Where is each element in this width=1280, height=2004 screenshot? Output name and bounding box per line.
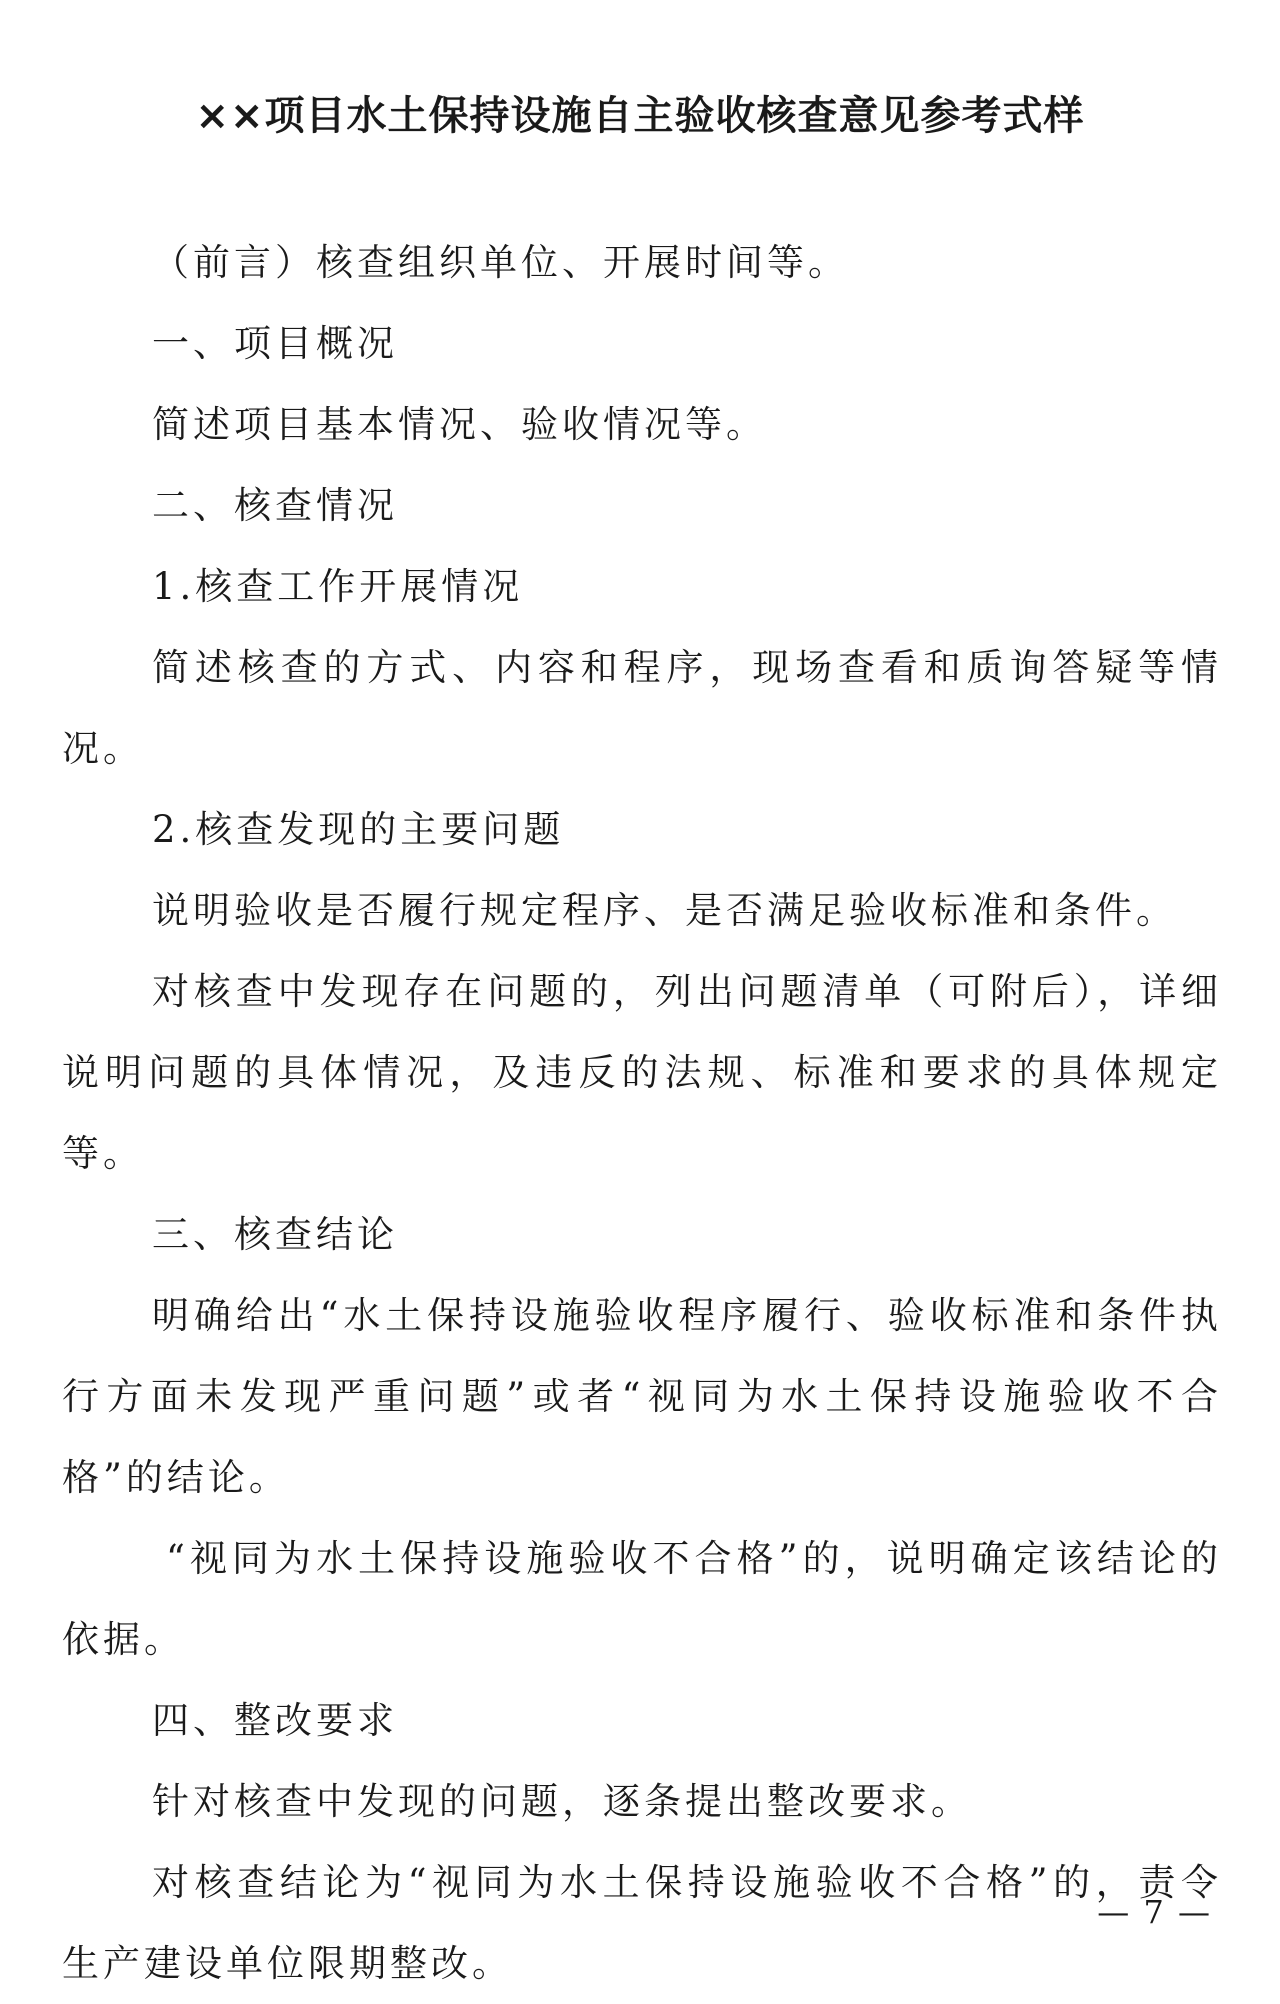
paragraph-acceptance-procedure: 说明验收是否履行规定程序、是否满足验收标准和条件。 xyxy=(152,889,1177,932)
paragraph-rectification-order: 对核查结论为“视同为水土保持设施验收不合格”的，责令生产建设单位限期整改。 xyxy=(62,1861,1222,1985)
paragraph-rectification-requirements: 针对核查中发现的问题，逐条提出整改要求。 xyxy=(152,1780,972,1823)
paragraph-conclusion-basis: “视同为水土保持设施验收不合格”的，说明确定该结论的依据。 xyxy=(62,1537,1222,1661)
subheading-main-issues: 2.核查发现的主要问题 xyxy=(152,808,565,851)
paragraph-issue-list: 对核查中发现存在问题的，列出问题清单（可附后），详细说明问题的具体情况，及违反的法规、标准和要求的具体规定等。 xyxy=(62,970,1222,1175)
page-number: — 7 — xyxy=(1097,1893,1212,1931)
heading-inspection-conclusion: 三、核查结论 xyxy=(152,1213,398,1256)
heading-rectification: 四、整改要求 xyxy=(152,1699,398,1742)
paragraph-project-overview: 简述项目基本情况、验收情况等。 xyxy=(152,403,767,446)
paragraph-preface: （前言）核查组织单位、开展时间等。 xyxy=(152,241,849,284)
paragraph-conclusion-statement: 明确给出“水土保持设施验收程序履行、验收标准和条件执行方面未发现严重问题”或者“视同为水土保持设施验收不合格”的结论。 xyxy=(62,1294,1222,1499)
paragraph-inspection-work: 简述核查的方式、内容和程序，现场查看和质询答疑等情况。 xyxy=(62,646,1222,770)
heading-inspection-status: 二、核查情况 xyxy=(152,484,398,527)
heading-project-overview: 一、项目概况 xyxy=(152,322,398,365)
subheading-inspection-work: 1.核查工作开展情况 xyxy=(152,565,524,608)
document-title: ××项目水土保持设施自主验收核查意见参考式样 xyxy=(195,93,1085,139)
document-body xyxy=(62,222,1222,2004)
